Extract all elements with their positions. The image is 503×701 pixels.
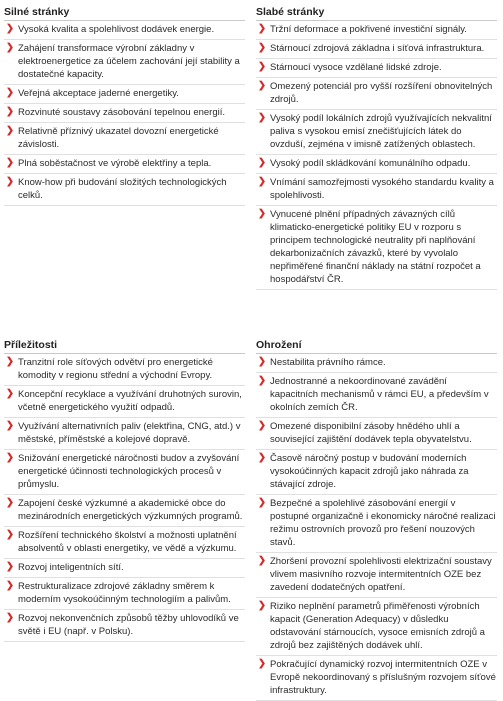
- chevron-right-icon: ❯: [6, 42, 14, 53]
- list-item: [256, 21, 497, 40]
- list-item-text: Stárnoucí vysoce vzdělané lidské zdroje.: [270, 62, 442, 73]
- list-item-text: Pokračující dynamický rozvoj intermitentních OZE v Evropě nekoordinovaný s příslušným rozvojem síťové infrastruktury.: [270, 659, 496, 696]
- chevron-right-icon: ❯: [258, 420, 266, 431]
- list-item-text: Rozšíření technického školství a možnosti uplatnění absolventů v oblasti energetiky, ve vědě a výzkumu.: [18, 530, 237, 554]
- list-item: [4, 123, 245, 155]
- list-item-text: Restrukturalizace zdrojové základny směrem k moderním vysokoúčinným technologiím a palivům.: [18, 581, 231, 605]
- list-item: [256, 598, 497, 656]
- list-item: [4, 155, 245, 174]
- list-item: [4, 40, 245, 85]
- chevron-right-icon: ❯: [258, 600, 266, 611]
- chevron-right-icon: ❯: [258, 375, 266, 386]
- strengths-list: [4, 21, 245, 206]
- weaknesses-heading: Slabé stránky: [256, 6, 497, 21]
- list-item-text: Omezený potenciál pro vyšší rozšíření obnovitelných zdrojů.: [270, 81, 493, 105]
- chevron-right-icon: ❯: [6, 529, 14, 540]
- threats-section: [256, 339, 497, 701]
- list-item-text: Vysoký podíl lokálních zdrojů využívajících nekvalitní paliva s vysokou emisí znečišťujících látek do ovzduší, zejména v imisně zatížených oblastech.: [270, 113, 492, 150]
- chevron-right-icon: ❯: [6, 612, 14, 623]
- list-item-text: Omezené disponibilní zásoby hnědého uhlí a související zajištění dodávek tepla obyvatelstvu.: [270, 421, 472, 445]
- chevron-right-icon: ❯: [6, 420, 14, 431]
- list-item-text: Nestabilita právního rámce.: [270, 357, 386, 368]
- chevron-right-icon: ❯: [6, 157, 14, 168]
- list-item: [256, 40, 497, 59]
- list-item-text: Vysoká kvalita a spolehlivost dodávek energie.: [18, 24, 215, 35]
- list-item-text: Zhoršení provozní spolehlivosti elektrizační soustavy vlivem masivního rozvoje intermitentních OZE bez zavedení dodatečných opatření.: [270, 556, 492, 593]
- list-item-text: Plná soběstačnost ve výrobě elektřiny a tepla.: [18, 158, 212, 169]
- list-item-text: Tranzitní role síťových odvětví pro energetické komodity v regionu střední a východní Evropy.: [18, 357, 213, 381]
- list-item: [256, 174, 497, 206]
- list-item: [256, 155, 497, 174]
- opportunities-list: [4, 354, 245, 642]
- list-item: [256, 110, 497, 155]
- chevron-right-icon: ❯: [258, 42, 266, 53]
- chevron-right-icon: ❯: [6, 580, 14, 591]
- strengths-section: [4, 6, 245, 206]
- chevron-right-icon: ❯: [6, 452, 14, 463]
- chevron-right-icon: ❯: [258, 356, 266, 367]
- chevron-right-icon: ❯: [258, 80, 266, 91]
- chevron-right-icon: ❯: [6, 561, 14, 572]
- list-item-text: Snižování energetické náročnosti budov a zvyšování energetické účinnosti technologických procesů v průmyslu.: [18, 453, 240, 490]
- list-item-text: Koncepční recyklace a využívání druhotných surovin, včetně energetického využití odpadů.: [18, 389, 242, 413]
- list-item-text: Zahájení transformace výrobní základny v elektroenergetice za účelem zachování její stability a dostatečné kapacity.: [18, 43, 240, 80]
- chevron-right-icon: ❯: [258, 497, 266, 508]
- list-item: [4, 418, 245, 450]
- list-item: [4, 527, 245, 559]
- list-item: [4, 354, 245, 386]
- list-item-text: Riziko neplnění parametrů přiměřenosti výrobních kapacit (Generation Adequacy) v důsledku odstavování stárnoucích, vysoce emisních zdrojů a zdrojů bez zajištěných dodávek uhlí.: [270, 601, 485, 651]
- chevron-right-icon: ❯: [6, 106, 14, 117]
- list-item: [256, 373, 497, 418]
- list-item: [256, 553, 497, 598]
- chevron-right-icon: ❯: [6, 176, 14, 187]
- list-item: [4, 610, 245, 642]
- list-item-text: Vnímání samozřejmosti vysokého standardu kvality a spolehlivosti.: [270, 177, 494, 201]
- chevron-right-icon: ❯: [6, 125, 14, 136]
- list-item: [256, 418, 497, 450]
- chevron-right-icon: ❯: [6, 23, 14, 34]
- list-item: [256, 78, 497, 110]
- list-item-text: Vysoký podíl skládkování komunálního odpadu.: [270, 158, 471, 169]
- chevron-right-icon: ❯: [258, 555, 266, 566]
- chevron-right-icon: ❯: [258, 658, 266, 669]
- list-item-text: Rozvoj nekonvenčních způsobů těžby uhlovodíků ve světě i EU (např. v Polsku).: [18, 613, 239, 637]
- strengths-heading: Silné stránky: [4, 6, 245, 21]
- list-item-text: Rozvoj inteligentních sítí.: [18, 562, 124, 573]
- chevron-right-icon: ❯: [6, 87, 14, 98]
- chevron-right-icon: ❯: [258, 176, 266, 187]
- list-item: [4, 21, 245, 40]
- list-item: [256, 354, 497, 373]
- threats-list: [256, 354, 497, 701]
- chevron-right-icon: ❯: [258, 208, 266, 219]
- list-item: [4, 386, 245, 418]
- chevron-right-icon: ❯: [258, 112, 266, 123]
- weaknesses-section: [256, 6, 497, 290]
- list-item: [4, 85, 245, 104]
- chevron-right-icon: ❯: [258, 157, 266, 168]
- list-item: [256, 656, 497, 701]
- list-item: [256, 495, 497, 553]
- list-item: [4, 495, 245, 527]
- list-item: [256, 59, 497, 78]
- list-item: [4, 104, 245, 123]
- list-item: [256, 450, 497, 495]
- list-item: [4, 559, 245, 578]
- chevron-right-icon: ❯: [258, 61, 266, 72]
- chevron-right-icon: ❯: [258, 23, 266, 34]
- opportunities-section: [4, 339, 245, 642]
- list-item-text: Know-how při budování složitých technologických celků.: [18, 177, 227, 201]
- list-item: [4, 578, 245, 610]
- chevron-right-icon: ❯: [6, 356, 14, 367]
- list-item-text: Rozvinuté soustavy zásobování tepelnou energií.: [18, 107, 226, 118]
- list-item-text: Tržní deformace a pokřivené investiční signály.: [270, 24, 467, 35]
- list-item-text: Zapojení české výzkumné a akademické obce do mezinárodních energetických výzkumných programů.: [18, 498, 243, 522]
- chevron-right-icon: ❯: [6, 497, 14, 508]
- list-item-text: Vynucené plnění případných závazných cílů klimaticko-energetické politiky EU v rozporu s principem technologické neutrality při naplňování dekarbonizačních závazků, které by vyvolalo nepřiměřené finanční náklady na státní rozpočet a hospodářství ČR.: [270, 209, 481, 285]
- list-item: [256, 206, 497, 290]
- list-item: [4, 450, 245, 495]
- list-item-text: Relativně příznivý ukazatel dovozní energetické závislosti.: [18, 126, 219, 150]
- list-item-text: Veřejná akceptace jaderné energetiky.: [18, 88, 179, 99]
- chevron-right-icon: ❯: [258, 452, 266, 463]
- weaknesses-list: [256, 21, 497, 290]
- list-item: [4, 174, 245, 206]
- chevron-right-icon: ❯: [6, 388, 14, 399]
- list-item-text: Stárnoucí zdrojová základna i síťová infrastruktura.: [270, 43, 485, 54]
- list-item-text: Časově náročný postup v budování moderních vysokoúčinných kapacit zdrojů jako náhrada za stávající zdroje.: [270, 453, 469, 490]
- list-item-text: Jednostranné a nekoordinované zavádění kapacitních mechanismů v rámci EU, a především v okolních zemích ČR.: [270, 376, 489, 413]
- list-item-text: Využívání alternativních paliv (elektřina, CNG, atd.) v městské, příměstské a kolejové dopravě.: [18, 421, 241, 445]
- opportunities-heading: Příležitosti: [4, 339, 245, 354]
- list-item-text: Bezpečné a spolehlivé zásobování energií v postupné organizačně i ekonomicky náročné realizaci režimu ostrovních provozů pro řešení nouzových stavů.: [270, 498, 496, 548]
- threats-heading: Ohrožení: [256, 339, 497, 354]
